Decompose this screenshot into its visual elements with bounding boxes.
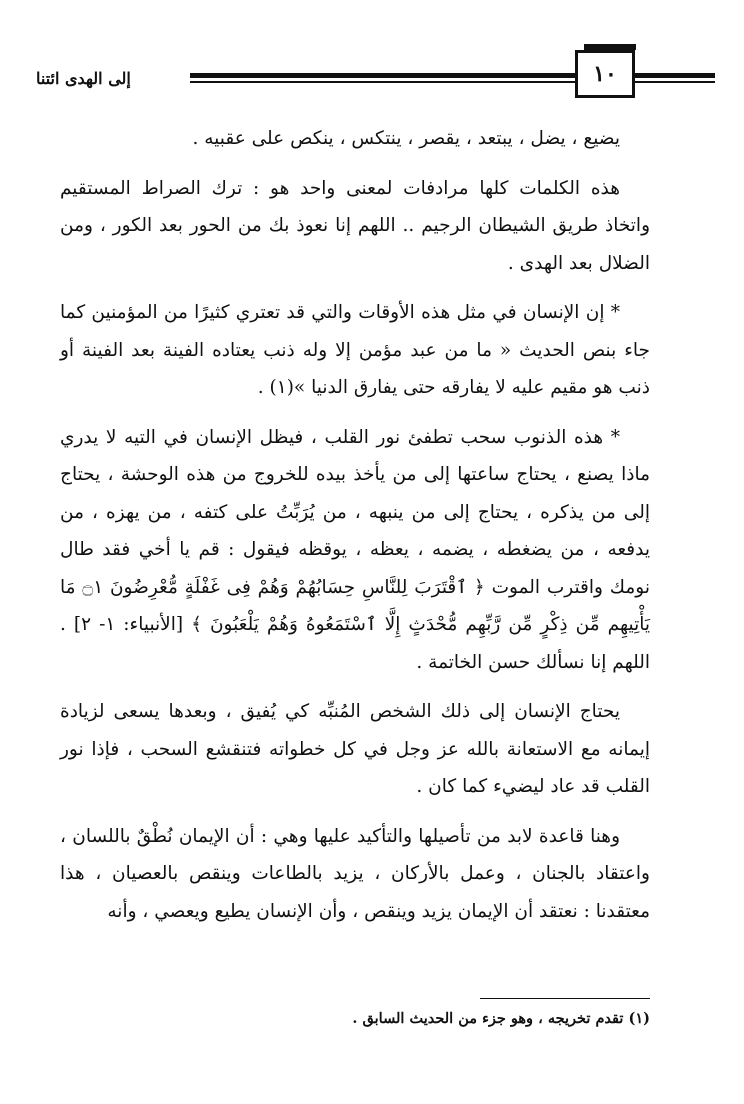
page-number: ١٠ [575, 50, 635, 98]
page-header [30, 45, 720, 105]
running-title: إلى الهدى ائتنا [36, 69, 131, 88]
header-rule-thick [190, 73, 575, 78]
paragraph: يضيع ، يضل ، يبتعد ، يقصر ، ينتكس ، ينكص على عقبيه . [192, 128, 620, 149]
paragraph: يحتاج الإنسان إلى ذلك الشخص المُنبِّه كي يُفيق ، وبعدها يسعى لزيادة إيمانه مع الاستعانة بالله عز وجل في كل خطواته فتنقشع السحب ، فإذا نور القلب قد عاد ليضيء كما كان . [60, 701, 650, 797]
header-rule-right-thick [635, 73, 715, 78]
paragraph: * هذه الذنوب سحب تطفئ نور القلب ، فيظل الإنسان في التيه لا يدري ماذا يصنع ، يحتاج ساعتها إلى من يأخذ بيده للخروج من هذه الوحشة ، يحتاج إلى من يذكره ، يحتاج إلى من ينبهه ، من يُرَبِّتُ على كتفه ، من يهزه ، من يدفعه ، من يضغطه ، يضمه ، يعظه ، يوقظه فيقول : قم يا أخي فقد طال نومك واقترب الموت ﴿ ٱقْتَرَبَ لِلنَّاسِ حِسَابُهُمْ وَهُمْ فِى غَفْلَةٍ مُّعْرِضُونَ ۝١ مَا يَأْتِيهِم مِّن ذِكْرٍ مِّن رَّبِّهِم مُّحْدَثٍ إِلَّا ٱسْتَمَعُوهُ وَهُمْ يَلْعَبُونَ ﴾ [الأنبياء: ١- ٢] . اللهم إنا نسألك حسن الخاتمة . [60, 426, 651, 673]
header-rule-thin [190, 81, 575, 83]
footnote-divider [480, 998, 650, 999]
main-text [60, 120, 650, 942]
paragraph: وهنا قاعدة لابد من تأصيلها والتأكيد عليها وهي : أن الإيمان نُطْقٌ باللسان ، واعتقاد بالجنان ، وعمل بالأركان ، يزيد بالطاعات وينقص بالعصيان ، هذا معتقدنا : نعتقد أن الإيمان يزيد وينقص ، وأن الإنسان يطيع ويعصي ، وأنه [60, 825, 650, 922]
paragraph: * إن الإنسان في مثل هذه الأوقات والتي قد تعتري كثيرًا من المؤمنين كما جاء بنص الحديث « ما من عبد مؤمن إلا وله ذنب يعتاده الفينة بعد الفينة أو ذنب هو مقيم عليه لا يفارقه حتى يفارق الدنيا »(١) . [60, 302, 650, 398]
paragraph: هذه الكلمات كلها مرادفات لمعنى واحد هو : ترك الصراط المستقيم واتخاذ طريق الشيطان الرجيم .. اللهم إنا نعوذ بك من الحور بعد الكور ، ومن الضلال بعد الهدى . [60, 177, 650, 274]
header-rule-right-thin [635, 81, 715, 83]
footnote: (١) تقدم تخريجه ، وهو جزء من الحديث السابق . [352, 1010, 650, 1027]
